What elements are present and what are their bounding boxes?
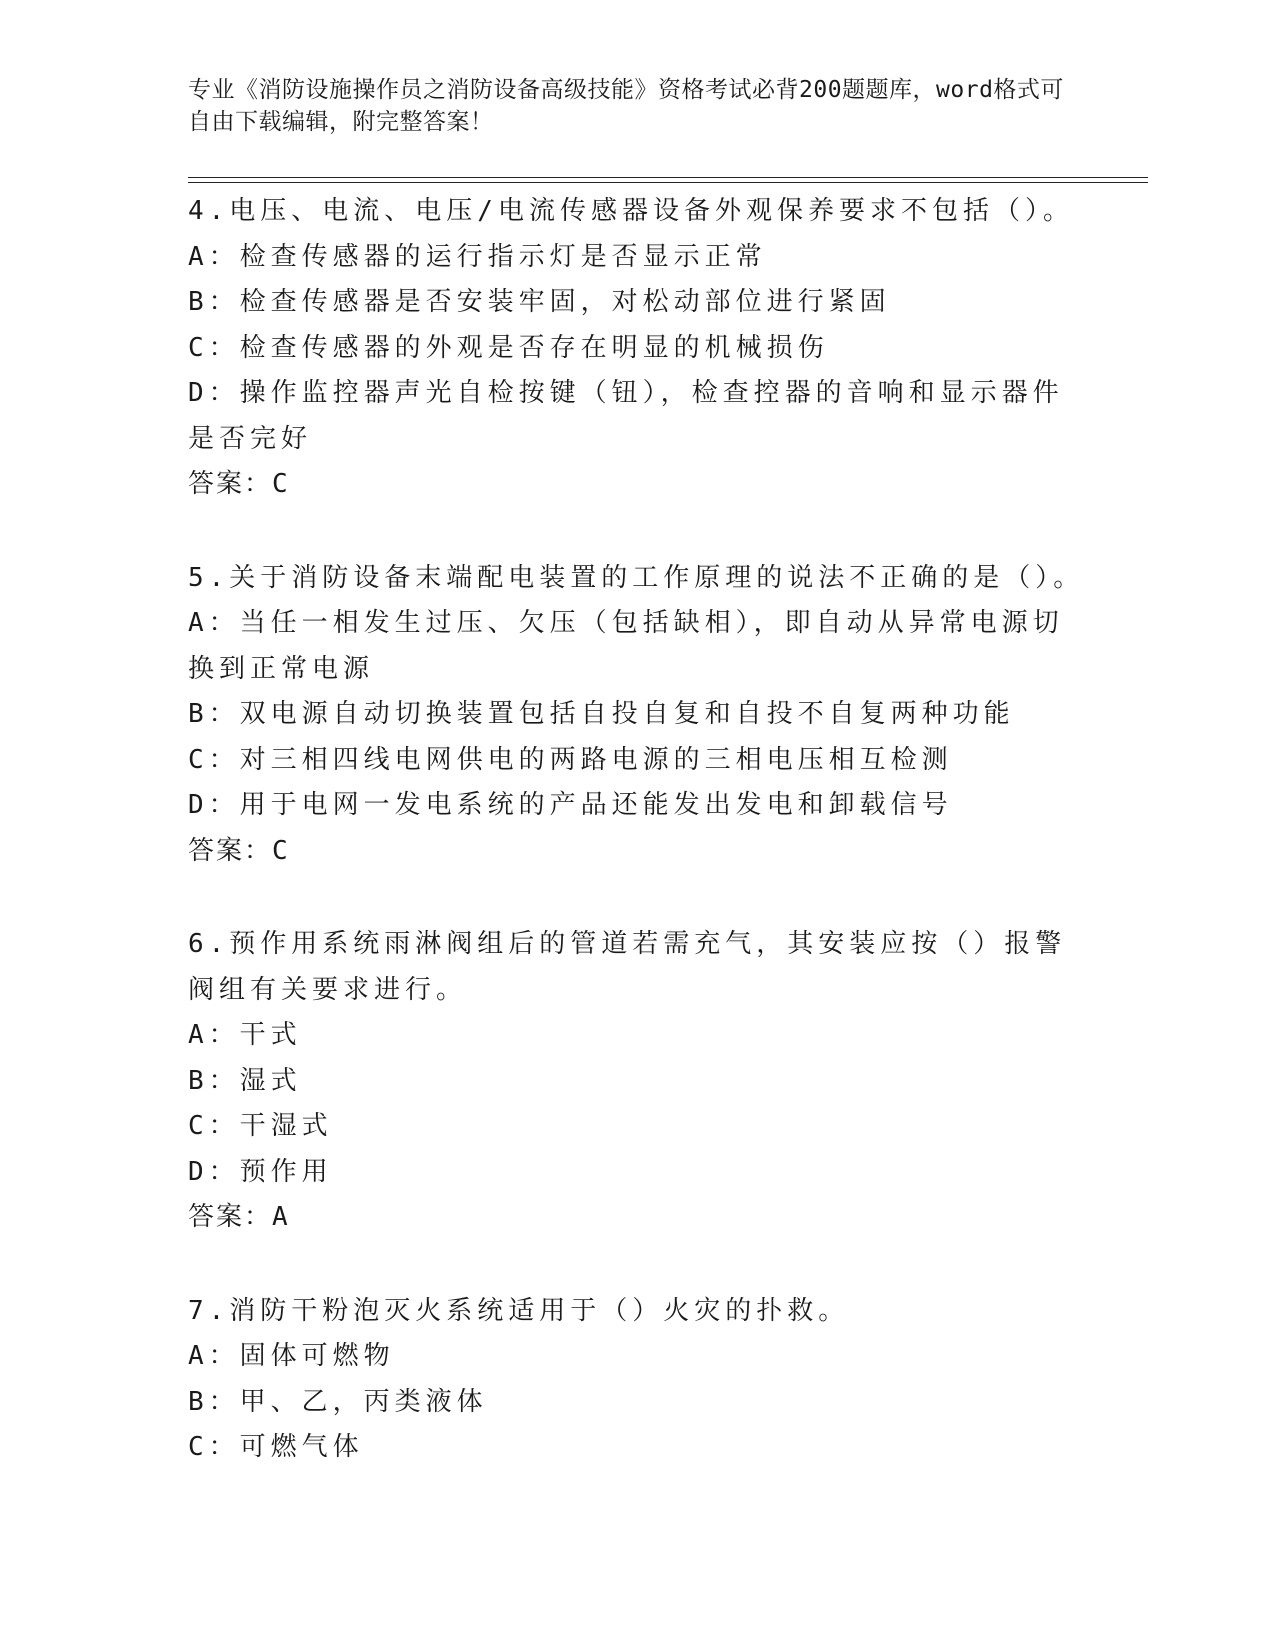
document-header: 专业《消防设施操作员之消防设备高级技能》资格考试必背200题题库，word格式可自由下载编辑，附完整答案！ — [188, 77, 1064, 135]
question-stem: 5.关于消防设备末端配电装置的工作原理的说法不正确的是（）。 — [188, 562, 1085, 593]
option-b: B：双电源自动切换装置包括自投自复和自投不自复两种功能 — [188, 699, 1015, 729]
option-a: A：干式 — [188, 1020, 302, 1050]
question-6 — [188, 922, 1088, 1241]
option-d: D：操作监控器声光自检按键（钮），检查控器的音响和显示器件是否完好 — [188, 378, 1064, 454]
question-stem: 6.预作用系统雨淋阀组后的管道若需充气，其安装应按（）报警阀组有关要求进行。 — [188, 929, 1067, 1005]
option-c: C：检查传感器的外观是否存在明显的机械损伤 — [188, 332, 829, 363]
option-d: D：预作用 — [188, 1156, 333, 1187]
option-b: B：湿式 — [188, 1065, 302, 1096]
option-c: C：对三相四线电网供电的两路电源的三相电压相互检测 — [188, 744, 953, 775]
option-b: B：甲、乙，丙类液体 — [188, 1386, 488, 1417]
option-a: A：当任一相发生过压、欠压（包括缺相），即自动从异常电源切换到正常电源 — [188, 608, 1064, 684]
question-5 — [188, 556, 1088, 875]
header-rule-bottom — [188, 182, 1148, 183]
option-a: A：检查传感器的运行指示灯是否显示正常 — [188, 241, 767, 272]
question-stem: 4.电压、电流、电压/电流传感器设备外观保养要求不包括（）。 — [188, 196, 1074, 226]
option-c: C：干湿式 — [188, 1111, 333, 1141]
header-rule-top — [188, 177, 1148, 178]
question-stem: 7.消防干粉泡灭火系统适用于（）火灾的扑救。 — [188, 1295, 850, 1326]
question-7 — [188, 1289, 1088, 1471]
answer-label: 答案：A — [188, 1202, 290, 1232]
answer-label: 答案：C — [188, 469, 290, 499]
question-list — [188, 189, 1088, 1519]
question-4 — [188, 189, 1088, 508]
option-a: A：固体可燃物 — [188, 1341, 395, 1371]
option-d: D：用于电网一发电系统的产品还能发出发电和卸载信号 — [188, 790, 953, 820]
option-b: B：检查传感器是否安装牢固，对松动部位进行紧固 — [188, 287, 891, 317]
option-c: C：可燃气体 — [188, 1432, 364, 1462]
answer-label: 答案：C — [188, 835, 290, 866]
